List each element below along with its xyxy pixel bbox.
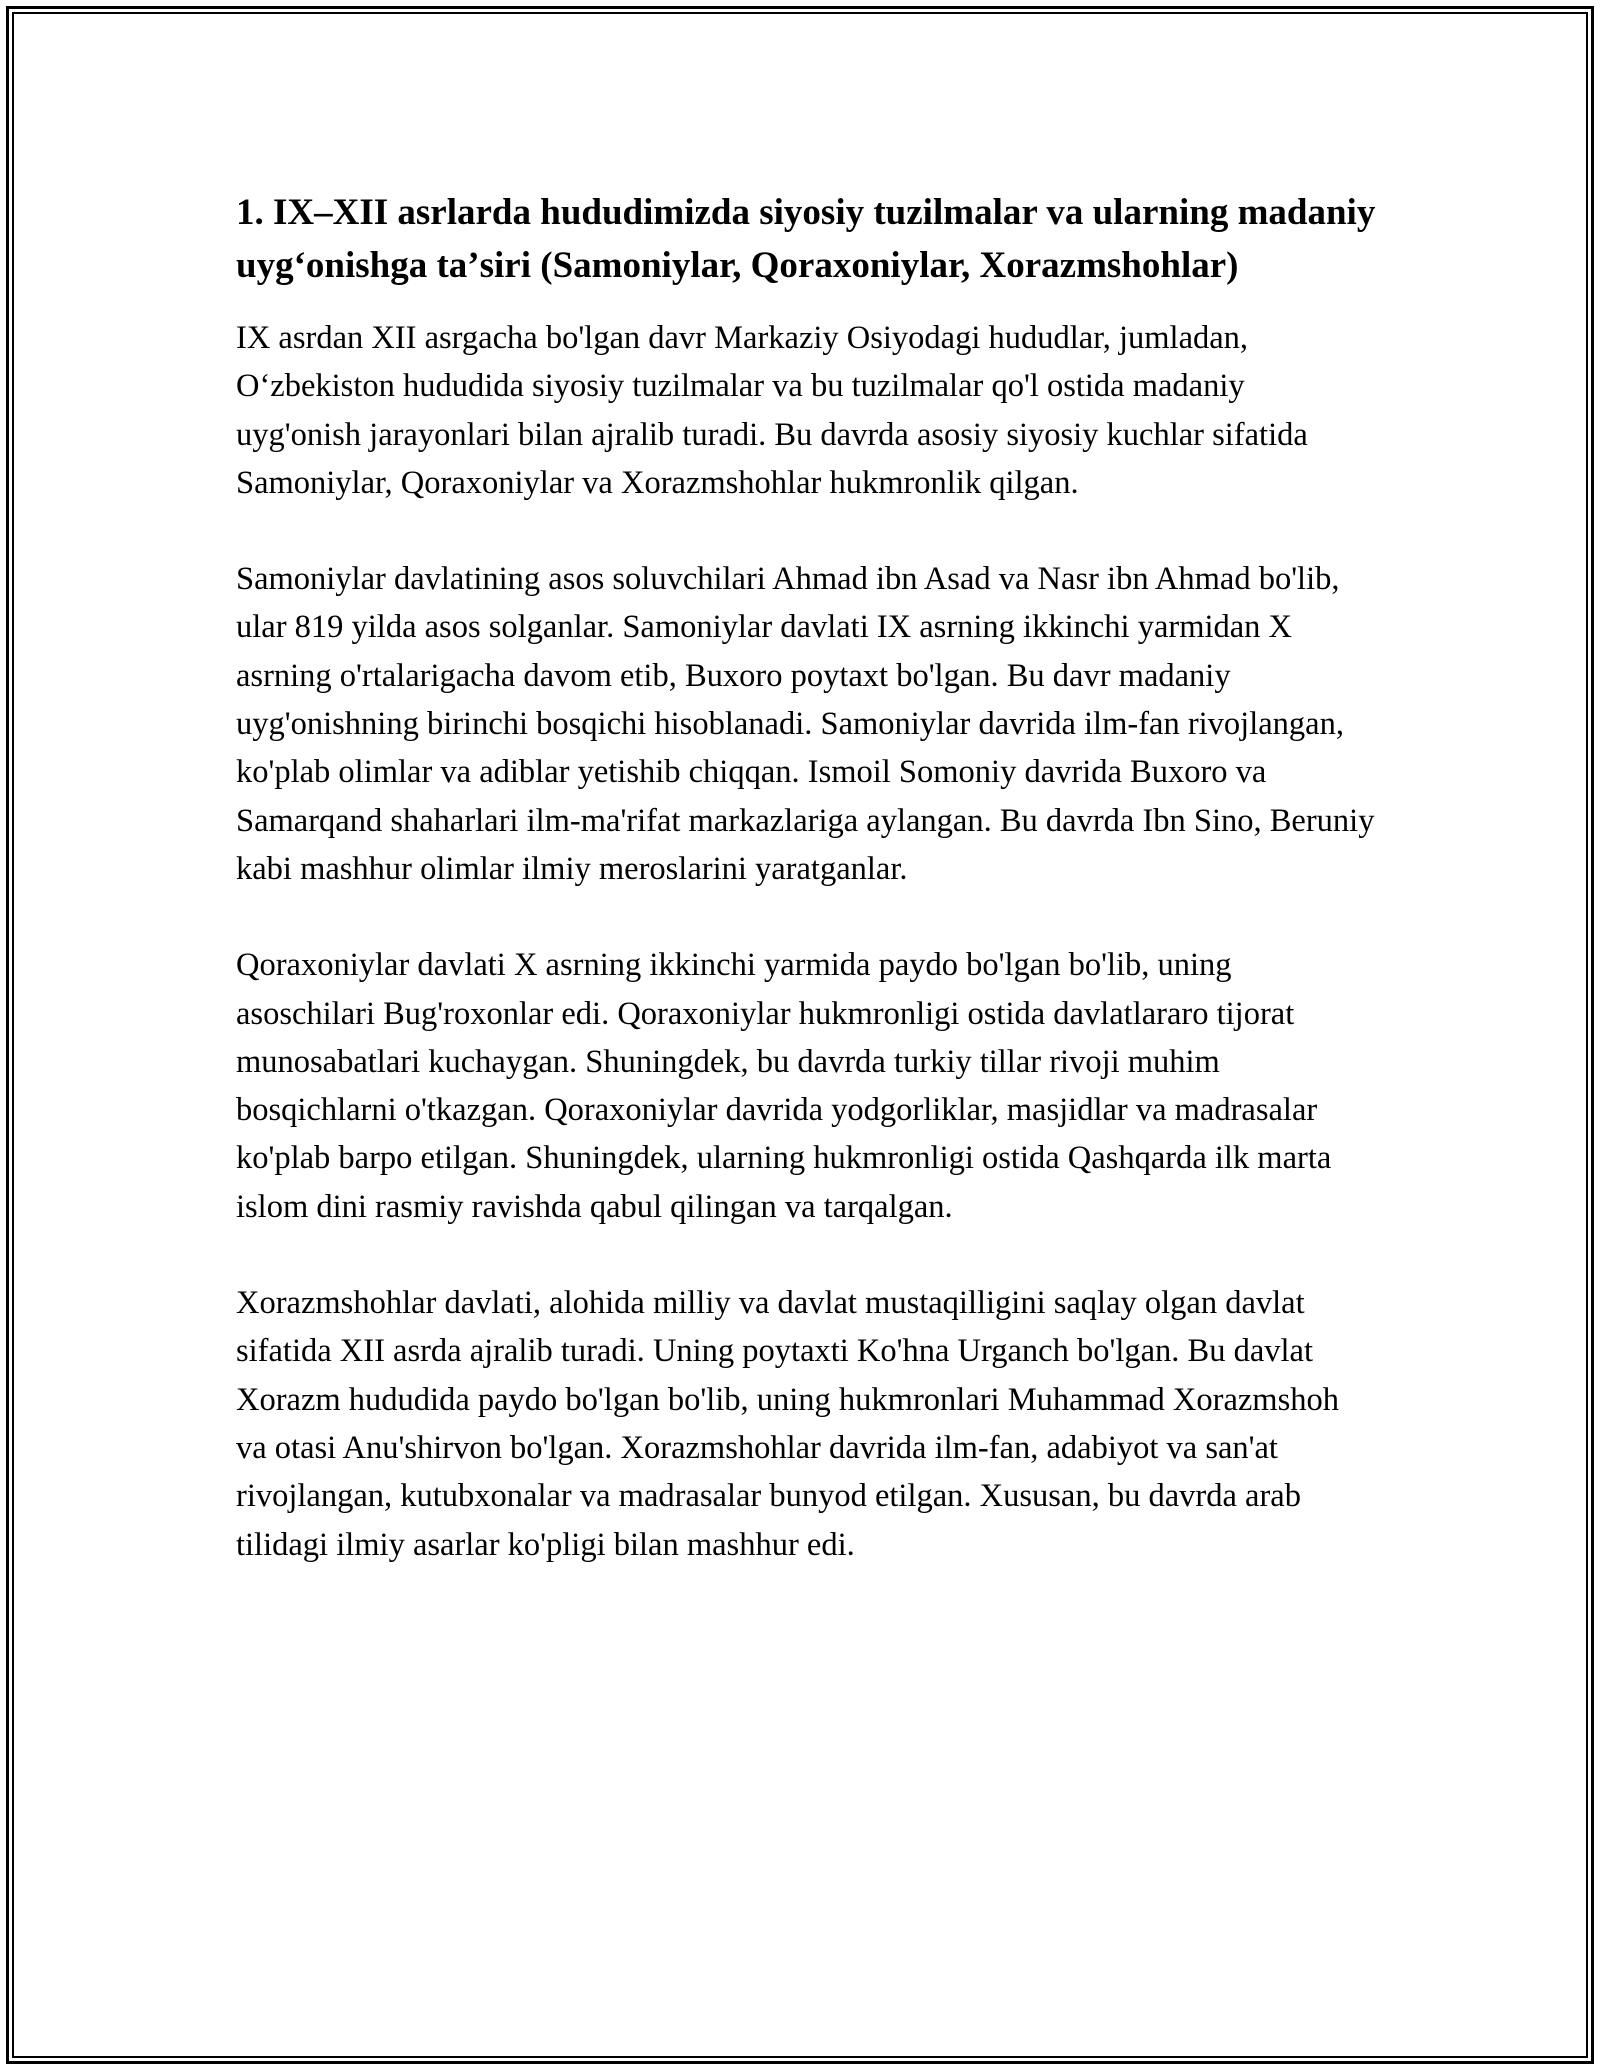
paragraph-qoraxoniylar: Qoraxoniylar davlati X asrning ikkinchi yarmida paydo bo'lgan bo'lib, uning asoschilari Bug'roxonlar edi. Qoraxoniylar hukmronligi ostida davlatlararo tijorat munosabatlari kuchaygan. Shuningdek, bu davrda turkiy tillar rivoji muhim bosqichlarni o'tkazgan. Qoraxoniylar davrida yodgorliklar, masjidlar va madrasalar ko'plab barpo etilgan. Shuningdek, ularning hukmronligi ostida Qashqarda ilk marta islom dini rasmiy ravishda qabul qilingan va tarqalgan.	[236, 947, 1332, 1225]
document-body	[236, 186, 1376, 1617]
paragraph-samoniylar: Samoniylar davlatining asos soluvchilari Ahmad ibn Asad va Nasr ibn Ahmad bo'lib, ular 819 yilda asos solganlar. Samoniylar davlati IX asrning ikkinchi yarmidan X asrning o'rtalarigacha davom etib, Buxoro poytaxt bo'lgan. Bu davr madaniy uyg'onishning birinchi bosqichi hisoblanadi. Samoniylar davrida ilm-fan rivojlangan, ko'plab olimlar va adiblar yetishib chiqqan. Ismoil Somoniy davrida Buxoro va Samarqand shaharlari ilm-ma'rifat markazlariga aylangan. Bu davrda Ibn Sino, Beruniy kabi mashhur olimlar ilmiy meroslarini yaratganlar.	[236, 561, 1375, 887]
section-heading: 1. IX–XII asrlarda hududimizda siyosiy tuzilmalar va ularning madaniy uygʻonishga taʼsiri (Samoniylar, Qoraxoniylar, Xorazmshohlar)	[236, 192, 1376, 286]
paragraph-intro: IX asrdan XII asrgacha bo'lgan davr Markaziy Osiyodagi hududlar, jumladan, Oʻzbekiston hududida siyosiy tuzilmalar va bu tuzilmalar qo'l ostida madaniy uyg'onish jarayonlari bilan ajralib turadi. Bu davrda asosiy siyosiy kuchlar sifatida Samoniylar, Qoraxoniylar va Xorazmshohlar hukmronlik qilgan.	[236, 320, 1308, 501]
paragraph-xorazmshohlar: Xorazmshohlar davlati, alohida milliy va davlat mustaqilligini saqlay olgan davlat sifatida XII asrda ajralib turadi. Uning poytaxti Ko'hna Urganch bo'lgan. Bu davlat Xorazm hududida paydo bo'lgan bo'lib, uning hukmronlari Muhammad Xorazmshoh va otasi Anu'shirvon bo'lgan. Xorazmshohlar davrida ilm-fan, adabiyot va san'at rivojlangan, kutubxonalar va madrasalar bunyod etilgan. Xususan, bu davrda arab tilidagi ilmiy asarlar ko'pligi bilan mashhur edi.	[236, 1285, 1339, 1563]
